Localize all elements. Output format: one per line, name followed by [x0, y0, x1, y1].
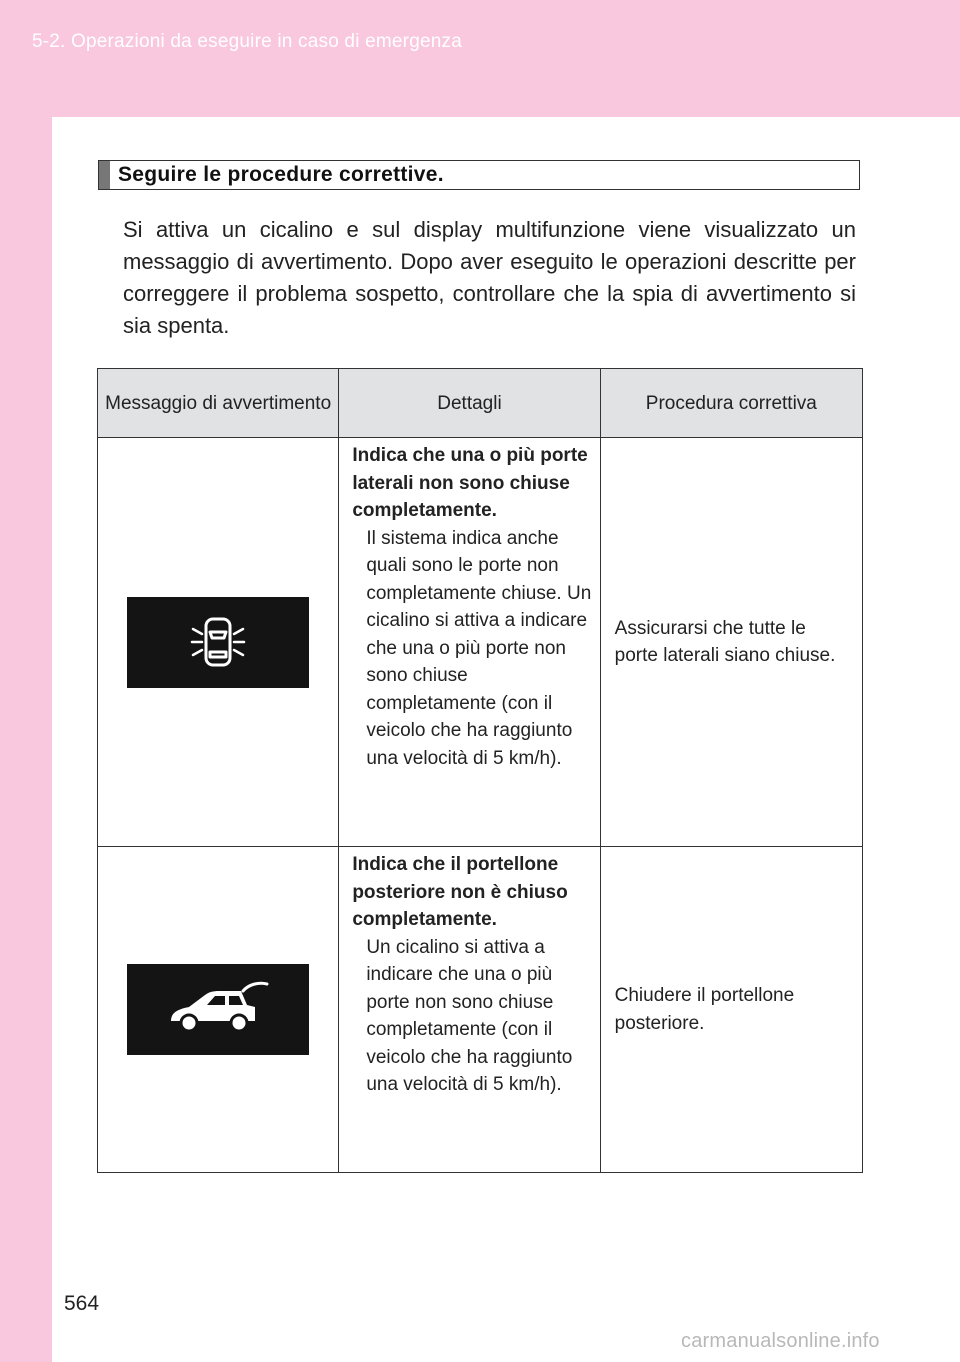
details-cell	[339, 438, 600, 847]
section-heading-text: Seguire le procedure correttive.	[118, 163, 444, 186]
tailgate-open-icon	[163, 981, 273, 1039]
door-open-icon	[188, 614, 248, 670]
header-corrective-procedure: Procedura correttiva	[600, 369, 862, 438]
warning-table	[97, 368, 863, 1173]
table-header-row	[98, 369, 863, 438]
detail-body: Il sistema indica anche quali sono le porte non completamente chiuse. Un cicalino si attiva a indicare che una o più porte non sono chiuse completamente (con il veicolo che ha raggiunto una velocità di 5 km/h).	[366, 527, 592, 769]
detail-lead: Indica che una o più porte laterali non sono chiuse completamente.	[352, 445, 588, 521]
intro-paragraph: Si attiva un cicalino e sul display multifunzione viene visualizzato un messaggio di avvertimento. Dopo aver eseguito le operazioni descritte per correggere il problema sospetto, controllare che la spia di avvertimento si sia spenta.	[123, 217, 856, 338]
header-band	[0, 0, 960, 117]
heading-bar	[99, 161, 110, 189]
watermark: carmanualsonline.info	[681, 1330, 880, 1352]
table-row	[98, 438, 863, 847]
warning-message-cell	[98, 847, 339, 1173]
detail-body: Un cicalino si attiva a indicare che una o più porte non sono chiuse completamente (con il veicolo che ha raggiunto una velocità di 5 km/h).	[366, 936, 573, 1095]
corrective-action-cell	[600, 438, 862, 847]
header-details: Dettagli	[339, 369, 600, 438]
section-heading	[98, 160, 860, 190]
page-number: 564	[64, 1292, 100, 1315]
display-screen	[127, 597, 309, 688]
display-screen	[127, 964, 309, 1055]
corrective-action-cell	[600, 847, 862, 1173]
side-band	[0, 117, 52, 1362]
table-row	[98, 847, 863, 1173]
warning-message-cell	[98, 438, 339, 847]
corrective-action-text: Assicurarsi che tutte le porte laterali siano chiuse.	[614, 617, 836, 666]
header-warning-message: Messaggio di avvertimento	[98, 369, 339, 438]
details-cell	[339, 847, 600, 1173]
chapter-title: 5-2. Operazioni da eseguire in caso di emergenza	[32, 31, 462, 52]
corrective-action-text: Chiudere il portellone posteriore.	[614, 985, 795, 1034]
detail-lead: Indica che il portellone posteriore non è chiuso completamente.	[352, 854, 568, 930]
